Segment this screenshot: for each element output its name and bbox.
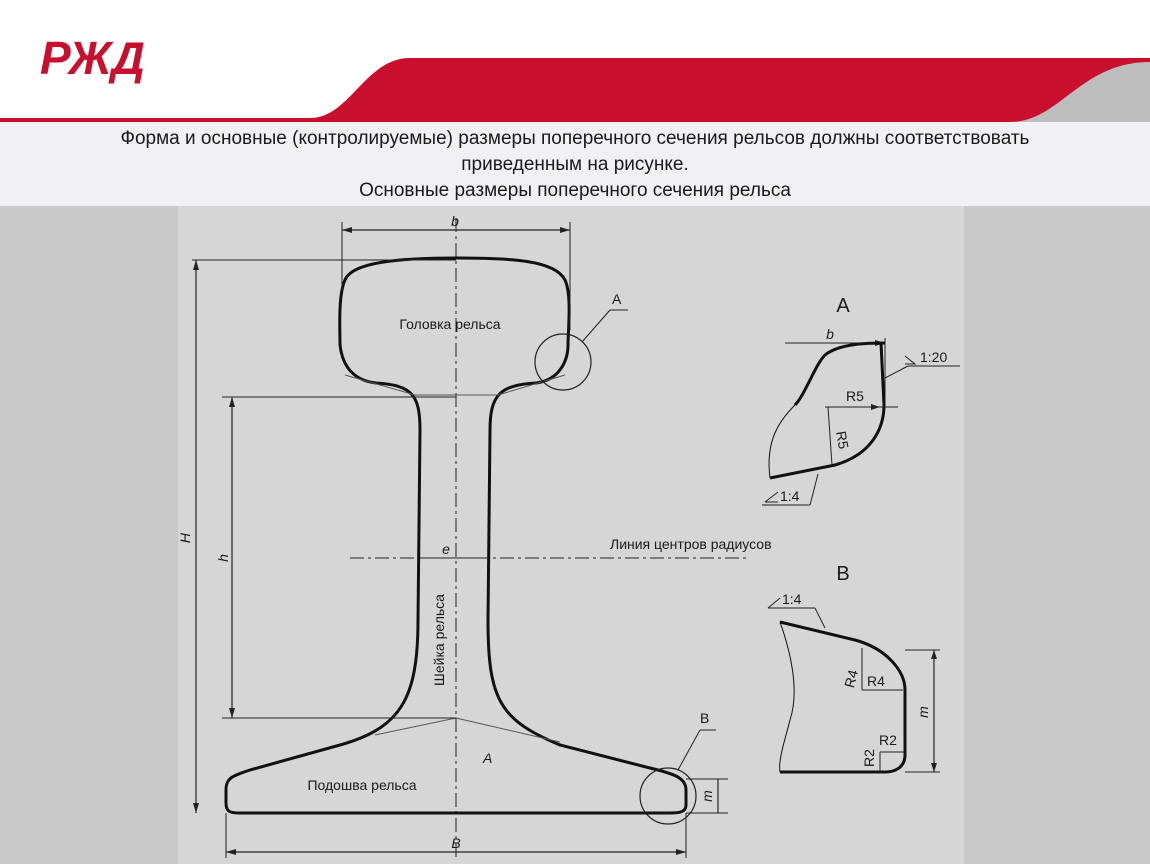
- detail-b-r4-a: R4: [841, 667, 862, 690]
- detail-a-dim-b: b: [826, 326, 834, 342]
- caption-line-1: Форма и основные (контролируемые) размеры поперечного сечения рельсов должны соответствовать: [120, 128, 1030, 149]
- dim-H-label: H: [177, 532, 193, 544]
- detail-b-dim-m: m: [915, 706, 931, 718]
- dim-b-label: b: [451, 213, 459, 229]
- detail-b-r2-b: R2: [861, 749, 877, 767]
- detail-a-profile: [795, 343, 885, 405]
- dim-e-label: e: [442, 541, 450, 557]
- detail-a-title: A: [836, 295, 850, 317]
- detail-a-slope-bottom: 1:4: [780, 488, 800, 504]
- head-label: Головка рельса: [399, 316, 501, 332]
- caption-line-3: Основные размеры поперечного сечения рельса: [359, 180, 791, 201]
- web-label: Шейка рельса: [431, 594, 447, 686]
- detail-b-profile: [780, 622, 905, 772]
- dim-m-label: m: [699, 790, 715, 802]
- detail-a-r5-h: R5: [846, 388, 864, 404]
- dim-h-label: h: [215, 554, 231, 562]
- detail-b-title: B: [836, 563, 850, 585]
- detail-a-r5-v: R5: [833, 429, 852, 451]
- caption-line-2: приведенным на рисунке.: [461, 154, 689, 175]
- callout-a-label: A: [612, 291, 622, 307]
- detail-a-slope-top: 1:20: [920, 349, 948, 365]
- detail-b-r2-a: R2: [879, 732, 897, 748]
- callout-b-circle: [640, 768, 696, 824]
- detail-b-slope: 1:4: [782, 591, 802, 607]
- dim-B-label: B: [451, 835, 461, 851]
- foot-label: Подошва рельса: [307, 777, 417, 793]
- detail-a-profile-lower: [770, 343, 884, 478]
- logo-text: РЖД: [40, 32, 145, 84]
- callout-b-label: B: [700, 710, 710, 726]
- point-a-label: A: [483, 750, 493, 766]
- centers-line-label: Линия центров радиусов: [610, 536, 772, 552]
- detail-b-r4-b: R4: [867, 673, 885, 689]
- head-underside-lines: [345, 375, 565, 395]
